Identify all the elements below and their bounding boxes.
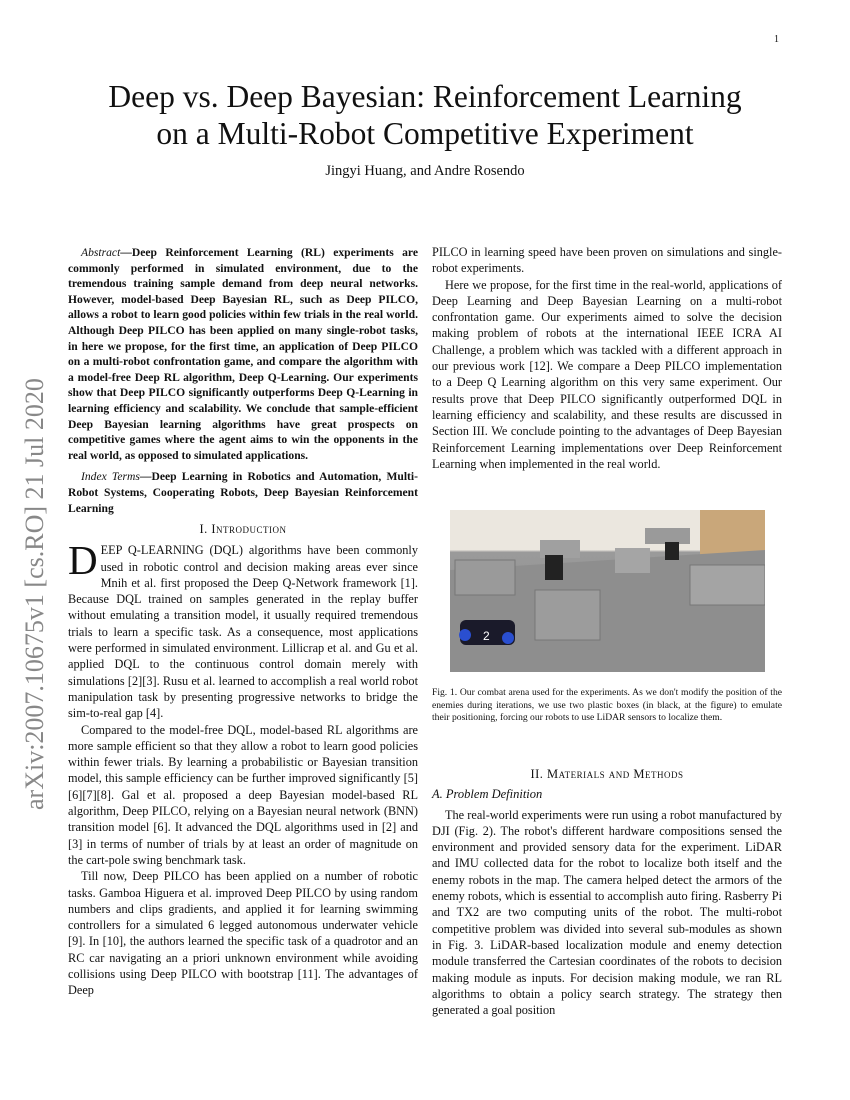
introduction-continued (432, 244, 782, 472)
abstract (68, 245, 418, 522)
paragraph: Here we propose, for the first time in the real-world, applications of Deep Learning and Deep Bayesian Learning on a multi-robot confrontation game. Our experiments aimed to solve the decision making problem of robots at the international IEEE ICRA AI Challenge, a problem which was tackled with a different approach in our previous work [12]. We compare a Deep PILCO implementation to a Deep Q Learning algorithm on this very same experiment. Our results prove that Deep PILCO significantly outperformed DQL in learning efficiency and scalability, and these results are discussed in Section III. We conclude pointing to the advantages of Deep Bayesian Reinforcement Learning implementations over Deep Reinforcement Learning when implemented in the real world. (432, 277, 782, 471)
index-terms-text: —Deep Learning in Robotics and Automation, Multi-Robot Systems, Cooperating Robots, Deep Bayesian Reinforcement Learning (68, 470, 418, 515)
abstract-text: —Deep Reinforcement Learning (RL) experiments are commonly performed in simulated environment, due to the tremendous training sample demand from deep neural networks. However, model-based Deep Bayesian RL, such as Deep PILCO, allows a robot to learn good policies within few trials in the real world. Although Deep PILCO has been applied on many single-robot tasks, in here we propose, for the first time, an application of Deep PILCO on a multi-robot confrontation game, and compare the algorithm with a model-free Deep RL algorithm, Deep Q-Learning. Our experiments show that Deep PILCO significantly outperforms Deep Q-Learning in learning efficiency and scalability. We conclude that sample-efficient Deep Bayesian learning algorithms have great prospects on competitive games where the agent aims to win the opponents in the real world, as opposed to simulated applications. (68, 246, 418, 462)
section-heading: II. Materials and Methods (530, 767, 684, 781)
paragraph: PILCO in learning speed have been proven on simulations and single-robot experiments. (432, 245, 782, 276)
paragraph: EEP Q-LEARNING (DQL) algorithms have been commonly used in robotic control and decision making areas ever since Mnih et al. first proposed the Deep Q-Network framework [1]. Because DQL trained on samples generated in the replay buffer without emulating a transition model, it usually required tremendous trials to learn a specific task. As a consequence, most applications were performed in simulated environment. Lillicrap et al. and Gu et al. applied DQL to the continuous control domain merely with simulations [2][3]. Rusu et al. learned to accomplish a real world robot manipulation task by presenting progressive networks to bridge the sim-to-real gap [4]. (68, 543, 418, 721)
subsection-heading: A. Problem Definition (432, 787, 543, 802)
section-heading: I. Introduction (199, 522, 287, 536)
index-terms-label: Index Terms (81, 470, 140, 484)
paragraph: Till now, Deep PILCO has been applied on a number of robotic tasks. Gamboa Higuera et al. improved Deep PILCO by using random numbers and clips gradients, and applied it for learning swimming controllers for a simulated 6 legged autonomous underwater vehicle [9]. In [10], the authors learned the specific task of a quadrotor and an RC car navigating an a priori unknown environment while avoiding collisions using Deep PILCO with bootstrap [11]. The advantages of Deep (68, 869, 418, 998)
combat-arena-photo (450, 510, 765, 672)
robot-number: 2 (483, 629, 490, 643)
paragraph: The real-world experiments were run using a robot manufactured by DJI (Fig. 2). The robot's different hardware compositions sensed the environment and provided sensory data for the experiment. LiDAR and IMU collected data for the robot to localize both itself and the enemy robots in the map. The camera helped detect the armors of the enemy robots, which is essential to accomplish auto firing. Rasberry Pi and TX2 are two computing units of the robot. The multi-robot competitive problem was divided into several sub-modules as shown in Fig. 3. LiDAR-based localization module and enemy detection module transferred the Cartesian coordinates of the robots to decision making module as inputs. For decision making module, we ran RL algorithms to obtain a policy search strategy. The strategy then generated a goal position (432, 807, 782, 1018)
paper-title (40, 78, 810, 152)
arxiv-identifier: arXiv:2007.10675v1 [cs.RO] 21 Jul 2020 (20, 378, 49, 810)
authors: Jingyi Huang, and Andre Rosendo (325, 163, 525, 179)
page-number: 1 (774, 34, 779, 45)
materials-methods-section (432, 766, 782, 1018)
title-line-1: Deep vs. Deep Bayesian: Reinforcement Learning (108, 79, 742, 114)
abstract-label: Abstract (81, 246, 121, 259)
paragraph: Compared to the model-free DQL, model-based RL algorithms are more sample efficient so that they allow a robot to learn good policies within fewer trials. By learning a probabilistic or Bayesian transition model, this sample efficiency can be further improved significantly [5][6][7][8]. Gal et al. proposed a deep Bayesian model-based RL algorithm, Deep PILCO, relying on a Bayesian neural network (BNN) transition model [6]. It advanced the DQL algorithms used in [2] and [3] in terms of number of trials by at least an order of magnitude on the cart-pole swing benchmark task. (68, 722, 418, 867)
title-line-2: on a Multi-Robot Competitive Experiment (156, 116, 694, 151)
introduction-section (68, 521, 418, 999)
arena-illustration (450, 510, 765, 672)
drop-cap: D (68, 537, 98, 584)
figure-1-caption: Fig. 1. Our combat arena used for the experiments. As we don't modify the position of the enemies during iterations, we use two plastic boxes (in black, at the figure) to emulate their positioning, forcing our robots to use LiDAR sensors to localize them. (432, 687, 782, 723)
